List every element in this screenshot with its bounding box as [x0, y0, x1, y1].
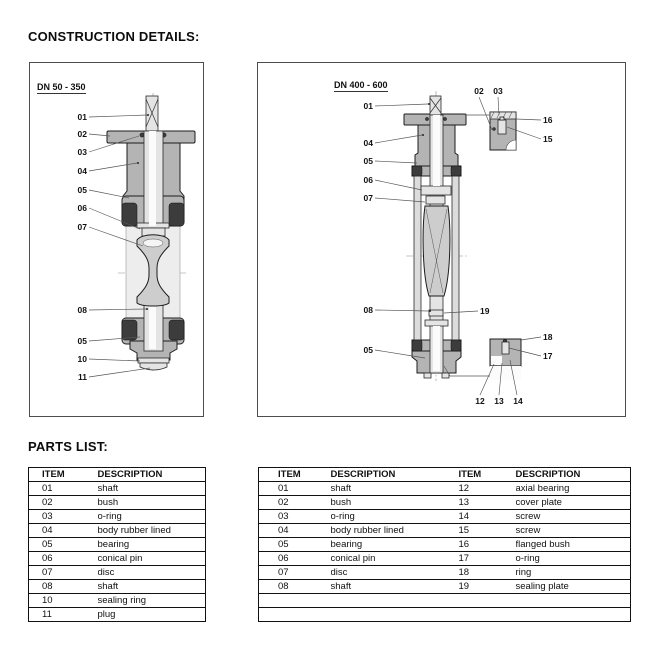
cell-item: 03: [29, 510, 98, 524]
table-row: [259, 538, 631, 552]
cell-description: shaft: [331, 482, 459, 496]
table-row: [259, 482, 631, 496]
diagram-panel-dn400-600: [257, 62, 626, 417]
valve-body-shapes: [404, 112, 521, 373]
col-header-item: ITEM: [259, 468, 331, 482]
callout-19: 19: [480, 306, 490, 316]
cell-item: 05: [29, 538, 98, 552]
cell-description: bearing: [98, 538, 206, 552]
cell-item: 08: [259, 580, 331, 594]
callout-15: 15: [543, 134, 553, 144]
callout-03: 03: [493, 86, 503, 96]
cell-item: 01: [259, 482, 331, 496]
cell-item: [459, 594, 516, 608]
table-row: [29, 524, 206, 538]
cell-description: [516, 608, 631, 622]
cell-description: plug: [98, 608, 206, 622]
cell-description: sealing ring: [98, 594, 206, 608]
table-row: [259, 566, 631, 580]
cell-description: bush: [331, 496, 459, 510]
cell-item: 03: [259, 510, 331, 524]
table-row: [29, 580, 206, 594]
table-row: [259, 608, 631, 622]
callout-03: 03: [77, 147, 87, 157]
cell-item: 10: [29, 594, 98, 608]
cell-item: 16: [459, 538, 516, 552]
callout-05-upper: 05: [363, 156, 373, 166]
valve-cross-section-dn400-600: [258, 63, 625, 416]
construction-heading: CONSTRUCTION DETAILS:: [28, 29, 200, 44]
cell-item: [459, 608, 516, 622]
parts-table-right: [258, 467, 631, 622]
table-header-row: [259, 468, 631, 482]
range-label-dn400-600: DN 400 - 600: [334, 80, 388, 90]
callout-05-lower: 05: [363, 345, 373, 355]
col-header-item: ITEM: [29, 468, 98, 482]
table-row: [29, 510, 206, 524]
cell-description: screw: [516, 524, 631, 538]
table-row: [259, 594, 631, 608]
callout-01: 01: [363, 101, 373, 111]
callout-16: 16: [543, 115, 553, 125]
cell-description: flanged bush: [516, 538, 631, 552]
callout-01: 01: [77, 112, 87, 122]
cell-description: o-ring: [98, 510, 206, 524]
table-row: [29, 538, 206, 552]
callout-04: 04: [363, 138, 373, 148]
callout-04: 04: [77, 166, 87, 176]
cell-description: shaft: [331, 580, 459, 594]
callout-05-upper: 05: [77, 185, 87, 195]
cell-description: bearing: [331, 538, 459, 552]
cell-item: 18: [459, 566, 516, 580]
parts-table-left: [28, 467, 206, 622]
cell-item: 02: [29, 496, 98, 510]
callout-07: 07: [363, 193, 373, 203]
table-row: [259, 496, 631, 510]
col-header-item: ITEM: [459, 468, 516, 482]
cell-item: [259, 608, 331, 622]
cell-description: conical pin: [98, 552, 206, 566]
cell-item: 11: [29, 608, 98, 622]
callout-18: 18: [543, 332, 553, 342]
cell-item: 06: [29, 552, 98, 566]
table-header-row: [29, 468, 206, 482]
col-header-description: DESCRIPTION: [516, 468, 631, 482]
table-row: [29, 608, 206, 622]
table-row: [29, 566, 206, 580]
cell-description: [516, 594, 631, 608]
callout-07: 07: [77, 222, 87, 232]
callout-12: 12: [475, 396, 485, 406]
cell-item: 15: [459, 524, 516, 538]
cell-item: 06: [259, 552, 331, 566]
callout-17: 17: [543, 351, 553, 361]
cell-item: 17: [459, 552, 516, 566]
col-header-description: DESCRIPTION: [331, 468, 459, 482]
cell-description: conical pin: [331, 552, 459, 566]
cell-description: [331, 594, 459, 608]
callout-06: 06: [77, 203, 87, 213]
cell-item: 05: [259, 538, 331, 552]
cell-description: shaft: [98, 580, 206, 594]
cell-item: 07: [259, 566, 331, 580]
callout-02: 02: [474, 86, 484, 96]
diagram-panel-dn50-350: [29, 62, 204, 417]
callout-11: 11: [78, 372, 87, 382]
cell-item: 14: [459, 510, 516, 524]
cell-description: bush: [98, 496, 206, 510]
col-header-description: DESCRIPTION: [98, 468, 206, 482]
cell-item: 12: [459, 482, 516, 496]
table-row: [29, 594, 206, 608]
disc-shape: [423, 206, 450, 296]
cell-item: [259, 594, 331, 608]
cell-item: 04: [259, 524, 331, 538]
callout-10: 10: [77, 354, 87, 364]
table-row: [259, 510, 631, 524]
cell-item: 04: [29, 524, 98, 538]
table-row: [29, 552, 206, 566]
table-row: [29, 496, 206, 510]
callout-13: 13: [494, 396, 504, 406]
cell-description: cover plate: [516, 496, 631, 510]
parts-heading: PARTS LIST:: [28, 439, 108, 454]
cell-description: [331, 608, 459, 622]
cell-item: 07: [29, 566, 98, 580]
callout-05-lower: 05: [77, 336, 87, 346]
range-label-dn50-350: DN 50 - 350: [37, 82, 86, 92]
cell-description: ring: [516, 566, 631, 580]
cell-description: screw: [516, 510, 631, 524]
table-row: [29, 482, 206, 496]
cell-item: 01: [29, 482, 98, 496]
table-row: [259, 552, 631, 566]
cell-description: body rubber lined: [331, 524, 459, 538]
cell-description: o-ring: [331, 510, 459, 524]
callout-14: 14: [513, 396, 523, 406]
cell-description: axial bearing: [516, 482, 631, 496]
callout-06: 06: [363, 175, 373, 185]
cell-description: shaft: [98, 482, 206, 496]
cell-item: 08: [29, 580, 98, 594]
table-row: [259, 580, 631, 594]
callout-08: 08: [77, 305, 87, 315]
table-row: [259, 524, 631, 538]
valve-cross-section-dn50-350: [30, 63, 203, 416]
callout-08: 08: [363, 305, 373, 315]
callout-02: 02: [77, 129, 87, 139]
cell-description: body rubber lined: [98, 524, 206, 538]
cell-description: disc: [331, 566, 459, 580]
cell-description: sealing plate: [516, 580, 631, 594]
cell-item: 19: [459, 580, 516, 594]
cell-description: disc: [98, 566, 206, 580]
cell-item: 02: [259, 496, 331, 510]
cell-item: 13: [459, 496, 516, 510]
cell-description: o-ring: [516, 552, 631, 566]
